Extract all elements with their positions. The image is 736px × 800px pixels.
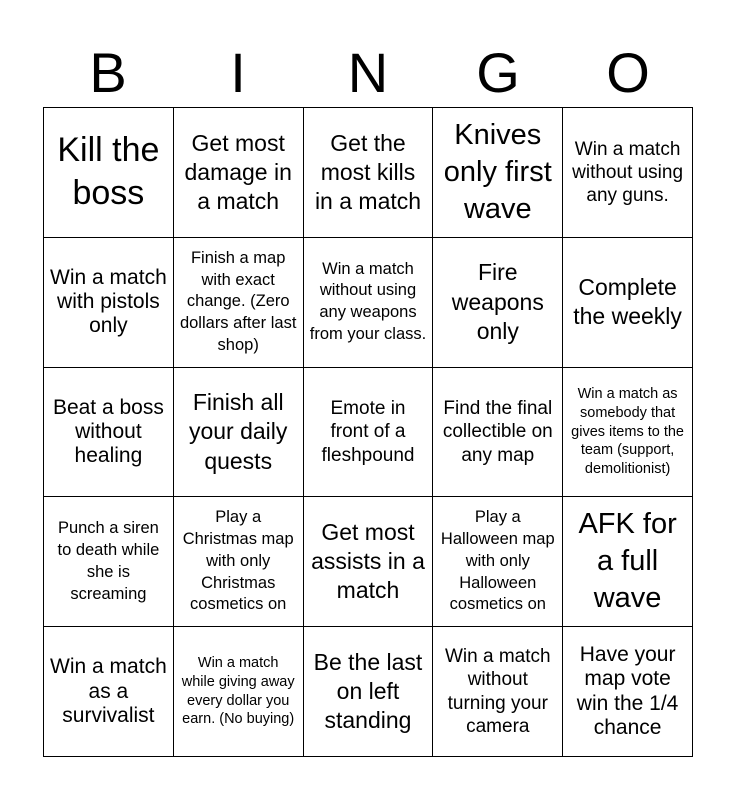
cell-text: Find the final collectible on any map [442,398,553,466]
cell-text: Win a match without turning your camera [444,646,551,737]
cell-text: Play a Christmas map with only Christmas cosmetics on [182,508,294,614]
bingo-header [43,38,693,108]
cell-text: Fire weapons only [451,259,544,344]
bingo-cell-r2c2[interactable] [174,238,304,368]
bingo-cell-r5c3[interactable] [304,627,434,757]
bingo-cell-r3c2[interactable] [174,368,304,498]
cell-text: Kill the boss [57,130,160,213]
cell-text: Finish a map with exact change. (Zero dollars after last shop) [179,248,297,354]
cell-text: Get the most kills in a match [314,129,422,214]
bingo-cell-r1c3[interactable] [304,108,434,238]
bingo-cell-r4c4[interactable] [433,497,563,627]
cell-text: Complete the weekly [573,273,682,330]
cell-text: Emote in front of a fleshpound [321,398,415,466]
cell-text: Win a match as somebody that gives items to the team (support, demolitionist) [571,385,684,478]
cell-text: Beat a boss without healing [52,395,164,468]
cell-text: Win a match as a survivalist [50,655,167,727]
bingo-cell-r3c1[interactable] [44,368,174,498]
header-letter-b: B [89,41,127,104]
cell-text: Win a match without using any guns. [572,138,684,206]
bingo-cell-r3c5[interactable] [563,368,693,498]
bingo-cell-r4c3[interactable] [304,497,434,627]
bingo-cell-r5c1[interactable] [44,627,174,757]
cell-text: Finish all your daily quests [188,389,288,474]
bingo-cell-r3c3[interactable] [304,368,434,498]
bingo-cell-r2c4[interactable] [433,238,563,368]
cell-text: Win a match with pistols only [50,265,167,338]
bingo-cell-r1c4[interactable] [433,108,563,238]
bingo-cell-r2c5[interactable] [563,238,693,368]
bingo-cell-r5c5[interactable] [563,627,693,757]
bingo-cell-r3c4[interactable] [433,368,563,498]
cell-text: AFK for a full wave [578,508,677,615]
bingo-cell-r5c2[interactable] [174,627,304,757]
cell-text: Get most assists in a match [311,518,425,604]
bingo-cell-r2c1[interactable] [44,238,174,368]
cell-text: Win a match while giving away every dollar you earn. (No buying) [181,654,295,728]
bingo-cell-r1c1[interactable] [44,108,174,238]
bingo-cell-r4c5[interactable] [563,497,693,627]
cell-text: Be the last on left standing [313,648,423,734]
bingo-cell-r4c1[interactable] [44,497,174,627]
bingo-cell-r4c2[interactable] [174,497,304,627]
bingo-cell-r1c5[interactable] [563,108,693,238]
cell-text: Have your map vote win the 1/4 chance [576,643,679,739]
cell-text: Knives only first wave [443,118,552,225]
header-letter-i: I [230,41,246,104]
bingo-cell-r1c2[interactable] [174,108,304,238]
cell-text: Get most damage in a match [184,129,292,214]
cell-text: Punch a siren to death while she is screaming [57,519,160,603]
header-letter-o: O [606,41,650,104]
bingo-cell-r2c3[interactable] [304,238,434,368]
cell-text: Play a Halloween map with only Halloween cosmetics on [440,508,555,614]
bingo-grid [43,107,693,757]
cell-text: Win a match without using any weapons from your class. [309,259,427,343]
header-letter-g: G [476,41,520,104]
bingo-cell-r5c4[interactable] [433,627,563,757]
header-letter-n: N [347,41,389,104]
